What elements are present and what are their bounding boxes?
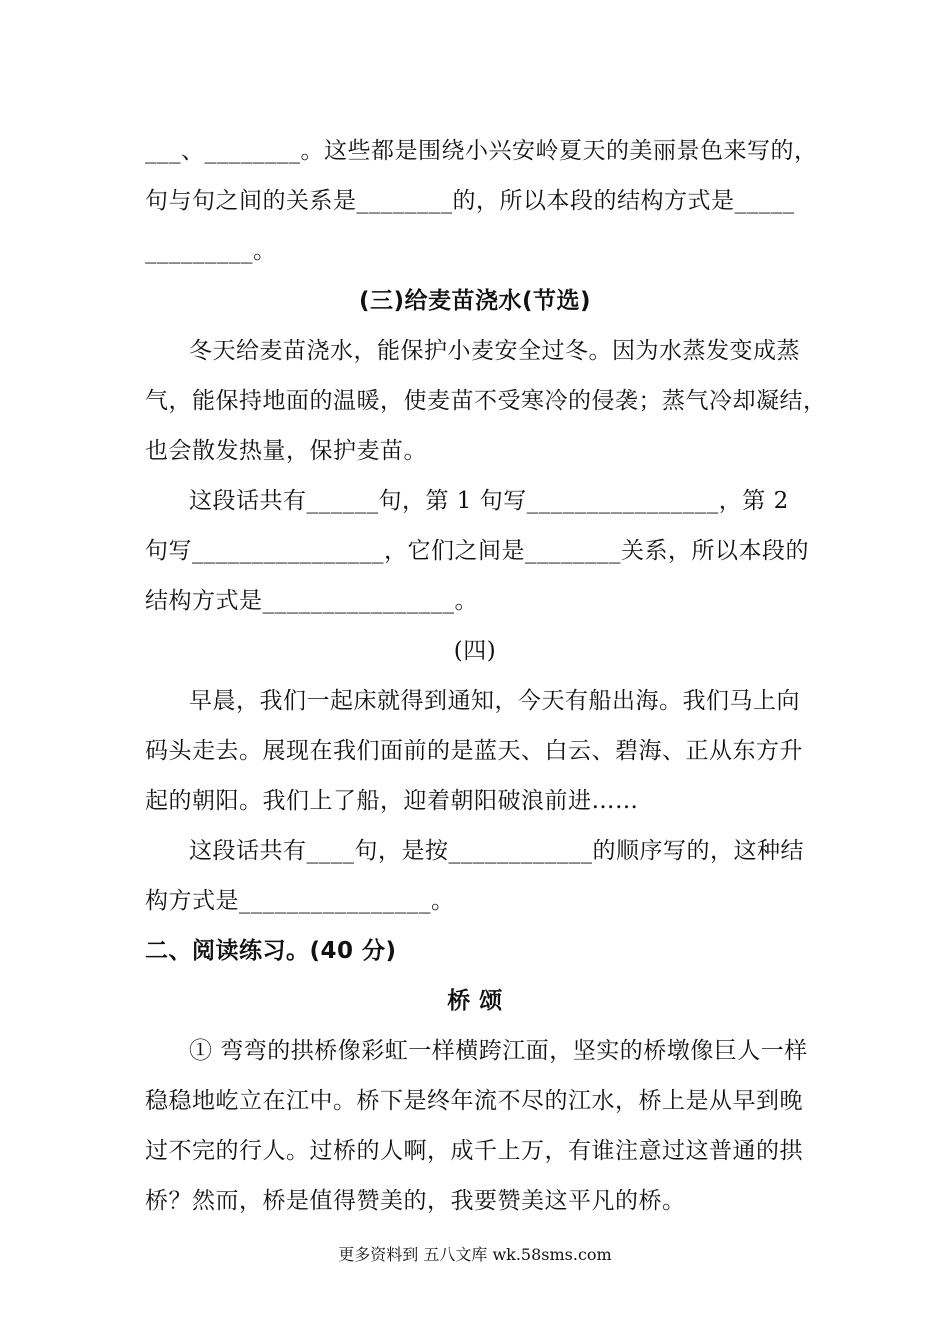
text-line: 桥？然而，桥是值得赞美的，我要赞美这平凡的桥。 [145,1188,686,1214]
question-line: 这段话共有____句，是按____________的顺序写的，这种结 [189,838,804,864]
text-line: 气，能保持地面的温暖，使麦苗不受寒冷的侵袭；蒸气冷却凝结， [145,388,827,414]
question-line: 这段话共有______句，第 1 句写________________，第 2 [189,488,789,514]
text-line: _________。 [145,238,277,264]
text-line: ___、________。这些都是围绕小兴安岭夏天的美丽景色来写的， [145,138,818,164]
text-line: 句与句之间的关系是________的，所以本段的结构方式是_____ [145,188,795,214]
text-line: ① 弯弯的拱桥像彩虹一样横跨江面，坚实的桥墩像巨人一样 [189,1038,808,1064]
question-line: 句写________________，它们之间是________关系，所以本段的 [145,538,809,564]
passage-heading: (三)给麦苗浇水(节选) [358,288,592,314]
question-line: 构方式是________________。 [145,888,455,914]
text-line: 稳稳地屹立在江中。桥下是终年流不尽的江水，桥上是从早到晚 [145,1088,803,1114]
text-line: 冬天给麦苗浇水，能保护小麦安全过冬。因为水蒸发变成蒸 [189,338,800,364]
footer-note: 更多资料到 五八文库 wk.58sms.com [338,1245,612,1264]
text-line: 码头走去。展现在我们面前的是蓝天、白云、碧海、正从东方升 [145,738,803,764]
section-heading: 二、阅读练习。(40 分) [145,938,397,964]
text-line: 过不完的行人。过桥的人啊，成千上万，有谁注意过这普通的拱 [145,1138,803,1164]
text-line: 起的朝阳。我们上了船，迎着朝阳破浪前进…… [145,788,639,814]
text-line: 也会散发热量，保护麦苗。 [145,438,427,464]
text-line: 早晨，我们一起床就得到通知，今天有船出海。我们马上向 [189,688,800,714]
passage-heading: (四) [453,638,497,664]
article-title: 桥 颂 [447,988,503,1014]
question-line: 结构方式是________________。 [145,588,478,614]
